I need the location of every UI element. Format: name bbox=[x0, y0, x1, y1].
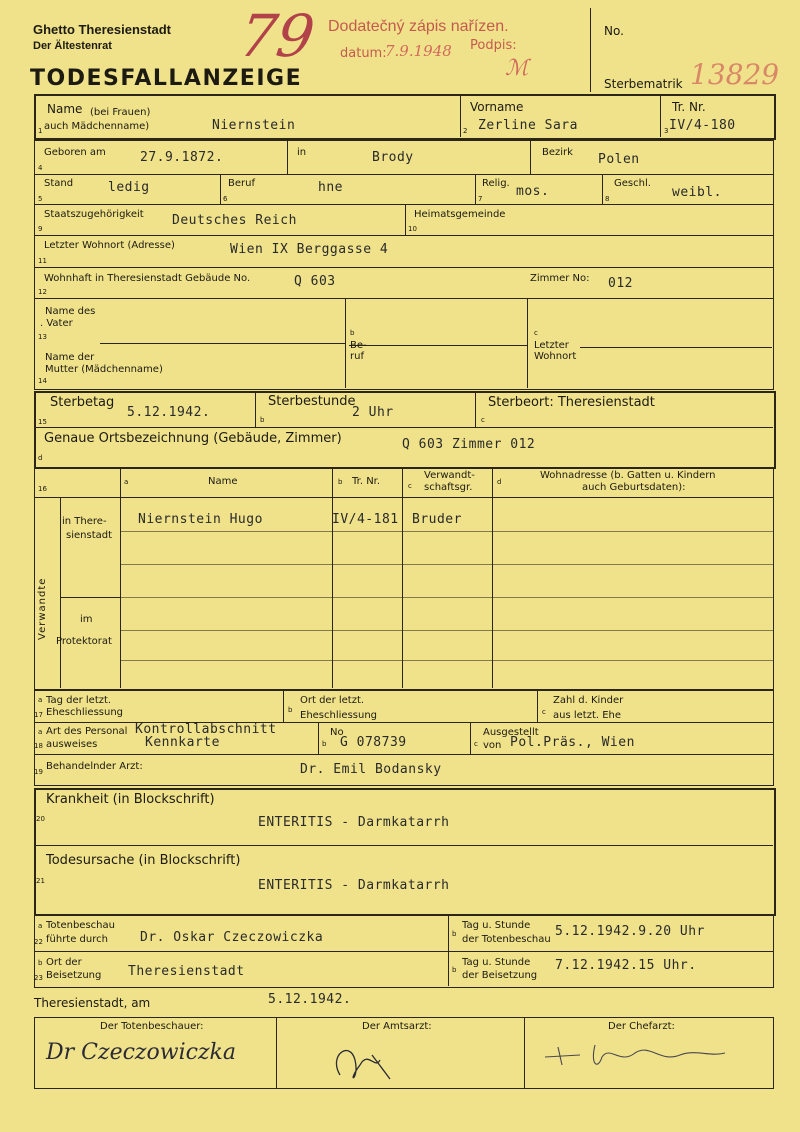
ausgestellt-label-2: von bbox=[483, 740, 502, 751]
zimmer-label: Zimmer No: bbox=[530, 273, 590, 284]
im-protektorat-label-2: Protektorat bbox=[56, 636, 112, 647]
field-number: 20 bbox=[36, 815, 45, 823]
todesursache-label: Todesursache (in Blockschrift) bbox=[46, 853, 241, 868]
tag-beisetzung-label-1: Tag u. Stunde bbox=[462, 957, 531, 968]
field-number: 3 bbox=[664, 127, 669, 135]
bezirk-value: Polen bbox=[598, 152, 640, 167]
sig-chefarzt-label: Der Chefarzt: bbox=[608, 1021, 675, 1032]
field-number: 23 bbox=[34, 974, 43, 982]
zahl-kinder-label-1: Zahl d. Kinder bbox=[553, 695, 624, 706]
org-subname: Der Ältestenrat bbox=[33, 40, 112, 52]
stand-label: Stand bbox=[44, 178, 74, 189]
heimat-label: Heimatsgemeinde bbox=[414, 209, 506, 220]
org-name: Ghetto Theresienstadt bbox=[33, 22, 171, 37]
field-number: 6 bbox=[223, 195, 228, 203]
field-letter: b bbox=[350, 329, 355, 337]
death-block bbox=[34, 391, 776, 469]
stamp-datum-value: 7.9.1948 bbox=[385, 42, 452, 60]
field-number: 5 bbox=[38, 195, 43, 203]
vorname-label: Vorname bbox=[470, 100, 524, 114]
beruf-label: Beruf bbox=[228, 178, 255, 189]
sterbestunde-value: 2 Uhr bbox=[352, 405, 394, 420]
field-letter: c bbox=[408, 482, 412, 490]
handwritten-number: 79 bbox=[235, 2, 319, 70]
zahl-kinder-label-2: aus letzt. Ehe bbox=[553, 710, 622, 721]
field-number: 13 bbox=[38, 333, 47, 341]
art-ausweis-label-2: ausweises bbox=[46, 739, 98, 750]
letzter-wohnort-label-2: Wohnort bbox=[534, 351, 577, 362]
field-letter: a bbox=[124, 478, 129, 486]
relig-value: mos. bbox=[516, 184, 550, 199]
beruf-label-2: ruf bbox=[350, 351, 364, 362]
sterbematrik-value: 13829 bbox=[690, 58, 780, 91]
field-letter: c bbox=[474, 740, 478, 748]
sterbeort-label: Sterbeort: Theresienstadt bbox=[488, 395, 655, 410]
arzt-label: Behandelnder Arzt: bbox=[46, 761, 143, 772]
col-wohn-header-1: Wohnadresse (b. Gatten u. Kindern bbox=[540, 470, 716, 481]
field-number: 18 bbox=[34, 742, 43, 750]
place-date-value: 5.12.1942. bbox=[268, 992, 352, 1007]
field-letter: d bbox=[497, 478, 502, 486]
stamp-podpis-label: Podpis: bbox=[470, 38, 517, 53]
totenbeschau-label-1: Totenbeschau bbox=[46, 920, 115, 931]
art-ausweis-value-1: Kontrollabschnitt bbox=[135, 722, 277, 737]
tag-totenbeschau-label-1: Tag u. Stunde bbox=[462, 920, 531, 931]
genaue-label: Genaue Ortsbezeichnung (Gebäude, Zimmer) bbox=[44, 431, 342, 446]
field-letter: c bbox=[481, 416, 485, 424]
field-number: 14 bbox=[38, 377, 47, 385]
relative-name: Niernstein Hugo bbox=[138, 512, 263, 527]
field-letter: b bbox=[288, 706, 293, 714]
ausweis-no-label: No bbox=[330, 727, 344, 738]
relative-relationship: Bruder bbox=[412, 512, 462, 527]
vater-label2: . Vater bbox=[40, 318, 73, 329]
sterbestunde-label: Sterbestunde bbox=[268, 394, 356, 409]
geschl-value: weibl. bbox=[672, 185, 722, 200]
illness-block bbox=[34, 788, 776, 916]
field-letter: a bbox=[38, 728, 43, 736]
field-letter: b bbox=[452, 966, 457, 974]
personal-block bbox=[34, 140, 774, 390]
bezirk-label: Bezirk bbox=[542, 147, 573, 158]
name-label: Name bbox=[47, 102, 83, 116]
tag-beisetzung-value: 7.12.1942.15 Uhr. bbox=[555, 958, 697, 973]
field-number: 12 bbox=[38, 288, 47, 296]
wohnhaft-label: Wohnhaft in Theresienstadt Gebäude No. bbox=[44, 273, 251, 284]
ausgestellt-value: Pol.Präs., Wien bbox=[510, 735, 635, 750]
zimmer-value: 012 bbox=[608, 276, 633, 291]
field-number: 21 bbox=[36, 877, 45, 885]
krankheit-label: Krankheit (in Blockschrift) bbox=[46, 792, 215, 807]
signature-chefarzt bbox=[540, 1035, 730, 1075]
field-letter: b bbox=[338, 478, 343, 486]
ort-beisetzung-value: Theresienstadt bbox=[128, 964, 245, 979]
wohnort-value: Wien IX Berggasse 4 bbox=[230, 242, 389, 257]
col-wohn-header-2: auch Geburtsdaten): bbox=[582, 482, 686, 493]
field-letter: b bbox=[452, 930, 457, 938]
field-letter: a bbox=[38, 922, 43, 930]
field-number: 16 bbox=[38, 485, 47, 493]
field-letter: b bbox=[322, 740, 327, 748]
totenbeschau-label-2: führte durch bbox=[46, 934, 108, 945]
field-number: 22 bbox=[34, 938, 43, 946]
sterbematrik-label: Sterbematrik bbox=[604, 77, 683, 91]
document-title: TODESFALLANZEIGE bbox=[30, 66, 303, 91]
tag-totenbeschau-label-2: der Totenbeschau bbox=[462, 934, 551, 945]
field-number: 19 bbox=[34, 768, 43, 776]
name-sub1: (bei Frauen) bbox=[90, 107, 151, 118]
col-trnr-header: Tr. Nr. bbox=[352, 476, 381, 487]
geboren-label: Geboren am bbox=[44, 147, 106, 158]
field-number: 7 bbox=[478, 195, 483, 203]
field-number: 2 bbox=[463, 127, 468, 135]
sig-totenbeschauer-label: Der Totenbeschauer: bbox=[100, 1021, 204, 1032]
vorname-value: Zerline Sara bbox=[478, 118, 578, 133]
field-letter: b bbox=[260, 416, 265, 424]
wohnhaft-value: Q 603 bbox=[294, 274, 336, 289]
trnr-value: IV/4-180 bbox=[669, 118, 736, 133]
ort-beisetzung-label-2: Beisetzung bbox=[46, 970, 102, 981]
in-label: in bbox=[297, 147, 307, 158]
field-letter: c bbox=[542, 708, 546, 716]
letzter-wohnort-label-1: Letzter bbox=[534, 340, 569, 351]
stand-value: ledig bbox=[108, 180, 150, 195]
ausweis-no-value: G 078739 bbox=[340, 735, 407, 750]
col-name-header: Name bbox=[208, 476, 238, 487]
relig-label: Relig. bbox=[482, 178, 510, 189]
verwandte-side-label: Verwandte bbox=[37, 577, 48, 640]
field-number: 9 bbox=[38, 225, 43, 233]
ausgestellt-label-1: Ausgestellt bbox=[483, 727, 539, 738]
tag-beisetzung-label-2: der Beisetzung bbox=[462, 970, 538, 981]
in-value: Brody bbox=[372, 150, 414, 165]
tag-eheschliessung-label-1: Tag der letzt. bbox=[46, 695, 112, 706]
signature-amtsarzt bbox=[320, 1035, 400, 1087]
field-letter: c bbox=[534, 329, 538, 337]
name-sub2: auch Mädchenname) bbox=[44, 121, 150, 132]
stamp-signature-scribble: ℳ bbox=[505, 56, 529, 81]
sig-amtsarzt-label: Der Amtsarzt: bbox=[362, 1021, 432, 1032]
staats-label: Staatszugehörigkeit bbox=[44, 209, 144, 220]
col-verwandt-header-1: Verwandt- bbox=[424, 470, 475, 481]
geschl-label: Geschl. bbox=[614, 178, 651, 189]
tag-eheschliessung-label-2: Eheschliessung bbox=[46, 707, 124, 718]
field-number: 8 bbox=[605, 195, 610, 203]
field-number: 1 bbox=[38, 127, 43, 135]
trnr-label: Tr. Nr. bbox=[672, 100, 706, 114]
beruf-label-1: Be- bbox=[350, 340, 367, 351]
arzt-value: Dr. Emil Bodansky bbox=[300, 762, 442, 777]
stamp-text: Dodatečný zápis nařízen. bbox=[328, 18, 509, 35]
field-letter: a bbox=[38, 696, 43, 704]
beruf-value: hne bbox=[318, 180, 343, 195]
krankheit-value: ENTERITIS - Darmkatarrh bbox=[258, 815, 450, 830]
field-letter: d bbox=[38, 454, 43, 462]
tag-totenbeschau-value: 5.12.1942.9.20 Uhr bbox=[555, 924, 705, 939]
col-verwandt-header-2: schaftsgr. bbox=[424, 482, 473, 493]
art-ausweis-label-1: Art des Personal bbox=[46, 726, 128, 737]
ort-eheschliessung-label-2: Eheschliessung bbox=[300, 710, 378, 721]
relatives-table bbox=[34, 468, 774, 690]
in-theresienstadt-label-2: sienstadt bbox=[66, 530, 113, 541]
signature-totenbeschauer: Dr Czeczowiczka bbox=[46, 1040, 236, 1065]
ort-eheschliessung-label-1: Ort der letzt. bbox=[300, 695, 365, 706]
im-protektorat-label-1: im bbox=[80, 614, 93, 625]
art-ausweis-value-2: Kennkarte bbox=[145, 735, 220, 750]
field-number: 10 bbox=[408, 225, 417, 233]
name-value: Niernstein bbox=[212, 118, 296, 133]
field-letter: b bbox=[38, 959, 43, 967]
totenbeschau-value: Dr. Oskar Czeczowiczka bbox=[140, 930, 324, 945]
field-number: 15 bbox=[38, 418, 47, 426]
genaue-value: Q 603 Zimmer 012 bbox=[402, 437, 536, 452]
sterbetag-value: 5.12.1942. bbox=[127, 405, 211, 420]
field-number: 17 bbox=[34, 711, 43, 719]
field-number: 4 bbox=[38, 164, 43, 172]
no-label: No. bbox=[604, 24, 624, 38]
staats-value: Deutsches Reich bbox=[172, 213, 297, 228]
geboren-value: 27.9.1872. bbox=[140, 150, 224, 165]
vater-label1: Name des bbox=[45, 306, 96, 317]
todesursache-value: ENTERITIS - Darmkatarrh bbox=[258, 878, 450, 893]
mutter-label2: Mutter (Mädchenname) bbox=[45, 364, 163, 375]
place-date-label: Theresienstadt, am bbox=[34, 996, 151, 1010]
ort-beisetzung-label-1: Ort der bbox=[46, 957, 82, 968]
field-number: 11 bbox=[38, 257, 47, 265]
sterbetag-label: Sterbetag bbox=[50, 395, 115, 410]
relative-trnr: IV/4-181 bbox=[332, 512, 399, 527]
stamp-datum-label: datum: bbox=[340, 46, 387, 61]
mutter-label1: Name der bbox=[45, 352, 95, 363]
wohnort-label: Letzter Wohnort (Adresse) bbox=[44, 240, 175, 251]
in-theresienstadt-label-1: in There- bbox=[62, 516, 107, 527]
